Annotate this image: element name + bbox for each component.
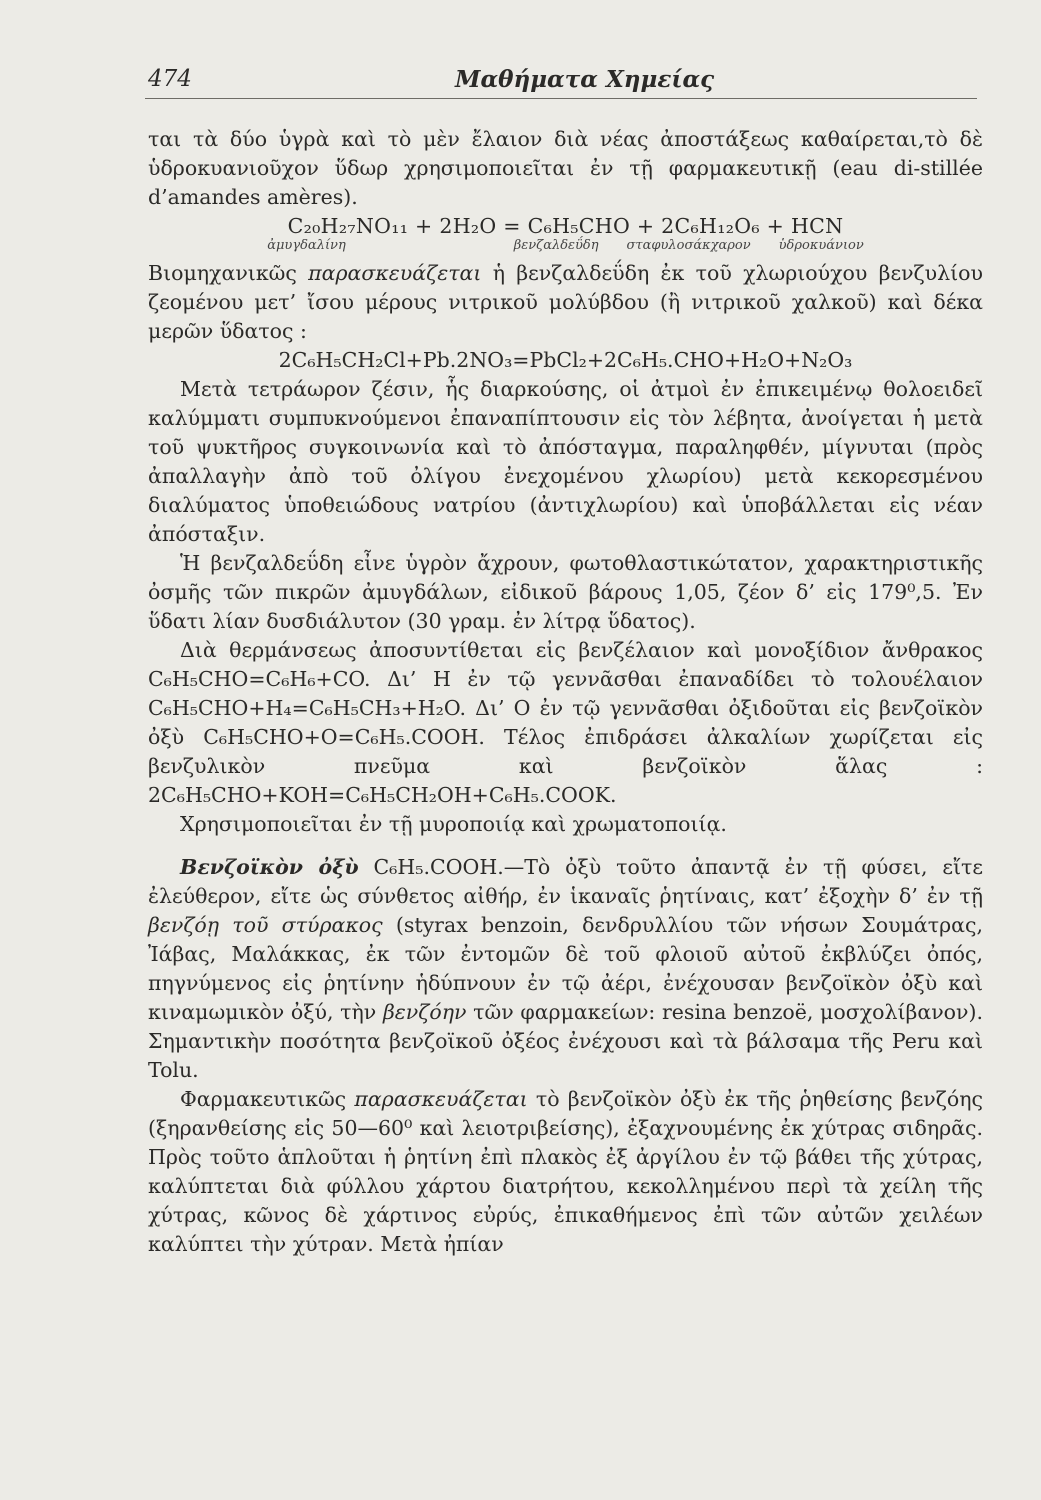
formula-captions [148,237,983,255]
p7-b: (styrax benzoin, δενδρυλλίου τῶν νήσων Σουμάτρας, Ἰάβας, Μαλάκκας, ἐκ τῶν ἐντομῶν δὲ τοῦ φλοιοῦ αὐτοῦ ἐκβλύζει ὀπός, πηγνύμενος εἰς ῥητίνην ἡδύπνουν ἐν τῷ ἀέρι, ἐνέχουσαν βενζοϊκὸν ὀξὺ καὶ κιναμωμικὸν ὀξύ, τὴν [148,913,983,1024]
caption-hydrocyanic: ὑδροκυάνιον [778,238,864,253]
paragraph-2 [148,259,983,346]
paragraph-4: Ἡ βενζαλδεΰδη εἶνε ὑγρὸν ἄχρουν, φωτοθλαστικώτατον, χαρακτηριστικῆς ὀσμῆς τῶν πικρῶν ἀμυγδάλων, εἰδικοῦ βάρους 1,05, ζέον δ’ εἰς 179⁰,5. Ἐν ὕδατι λίαν δυσδιάλυτον (30 γραμ. ἐν λίτρᾳ ὕδατος). [148,551,983,633]
p7-italic-2: βενζόην [382,1000,467,1024]
paragraph-3: Μετὰ τετράωρον ζέσιν, ἧς διαρκούσης, οἱ ἀτμοὶ ἐν ἐπικειμένῳ θολοειδεῖ καλύμματι συμπυκνούμενοι ἐπαναπίπτουσιν εἰς τὸν λέβητα, ἀνοίγεται ἡ μετὰ τοῦ ψυκτῆρος συγκοινωνία καὶ τὸ ἀπόσταγμα, παραληφθέν, μίγνυται (πρὸς ἀπαλλαγὴν ἀπὸ τοῦ ὀλίγου ἐνεχομένου χλωρίου) μετὰ κεκορεσμένου διαλύματος ὑποθειώδους νατρίου (ἀντιχλωρίου) καὶ ὑποβάλλεται εἰς νέαν ἀπόσταξιν. [148,377,983,546]
section-gap [148,839,983,853]
paragraph-6: Χρησιμοποιεῖται ἐν τῇ μυροποιίᾳ καὶ χρωματοποιίᾳ. [180,812,727,836]
p8-lead: Φαρμακευτικῶς [180,1087,347,1111]
p7-a: C₆H₅.COOH.—Τὸ ὀξὺ τοῦτο ἀπαντᾷ ἐν τῇ φύσει, εἴτε ἐλεύθερον, εἴτε ὡς σύνθετος αἰθήρ, ἐν ἱκαναῖς ῥητίναις, κατ’ ἐξοχὴν δ’ ἐν τῇ [148,855,983,908]
caption-amygdalin: ἀμυγδαλίνη [267,238,346,253]
formula-amygdalin: C₂₀H₂₇NO₁₁ + 2H₂O = C₆H₅CHO + 2C₆H₁₂O₆ + HCN [287,214,844,238]
paragraph-1: ται τὰ δύο ὑγρὰ καὶ τὸ μὲν ἔλαιον διὰ νέας ἀποστάξεως καθαίρεται,τὸ δὲ ὑδροκυανιοῦχον ὕδωρ χρησιμοποιεῖται ἐν τῇ φαρμακευτικῇ (eau di-stillée d’amandes amères). [148,127,983,209]
p7-italic-1: βενζόῃ τοῦ στύρακος [148,913,383,937]
p7-c: τῶν φαρμακείων: resina benzoë, μοσχολίβανον). Σημαντικὴν ποσότητα βενζοϊκοῦ ὀξέος ἐνέχουσι καὶ τὰ βάλσαμα τῆς Peru καὶ Tolu. [148,1000,983,1082]
p8-italic: παρασκευάζεται [354,1087,528,1111]
page-body [148,125,983,1259]
p2-rest: ἡ βενζαλδεΰδη ἐκ τοῦ χλωριούχου βενζυλίου ζεομένου μετ’ ἴσου μέρους νιτρικοῦ μολύβδου (ἢ νιτρικοῦ χαλκοῦ) καὶ δέκα μερῶν ὕδατος : [148,261,983,343]
section-heading-benzoic-acid: Βενζοϊκὸν ὀξὺ [180,855,359,879]
formula-lead-nitrate: 2C₆H₅CH₂Cl+Pb.2NO₃=PbCl₂+2C₆H₅.CHO+H₂O+N₂O₃ [278,348,853,372]
p2-italic: παρασκευάζεται [308,261,482,285]
caption-benzaldehyde: βενζαλδεΰδη [513,238,599,253]
page-number: 474 [148,66,192,92]
p8-rest: τὸ βενζοϊκὸν ὀξὺ ἐκ τῆς ῥηθείσης βενζόης (ξηρανθείσης εἰς 50—60⁰ καὶ λειοτριβείσης), ἐξαχνουμένης ἐκ χύτρας σιδηρᾶς. Πρὸς τοῦτο ἁπλοῦται ἡ ῥητίνη ἐπὶ πλακὸς ἐξ ἀργίλου ἐν τῷ βάθει τῆς χύτρας, καλύπτεται διὰ φύλλου χάρτου διατρήτου, κεκολλημένου περὶ τὰ χείλη τῆς χύτρας, κῶνος δὲ χάρτινος εὐρύς, ἐπικαθήμενος ἐπὶ τῶν αὐτῶν χειλέων καλύπτει τὴν χύτραν. Μετὰ ἠπίαν [148,1087,983,1256]
caption-glucose: σταφυλοσάκχαρον [626,238,751,253]
paragraph-7 [148,853,983,1085]
p2-lead: Βιομηχανικῶς [148,261,297,285]
paragraph-5: Διὰ θερμάνσεως ἀποσυντίθεται εἰς βενζέλαιον καὶ μονοξίδιον ἄνθρακος C₆H₅CHO=C₆H₆+CO. Δι’ Η ἐν τῷ γεννᾶσθαι ἐπαναδίδει τὸ τολουέλαιον C₆H₅CHO+H₄=C₆H₅CH₃+H₂O. Δι’ Ο ἐν τῷ γεννᾶσθαι ὀξιδοῦται εἰς βενζοϊκὸν ὀξὺ C₆H₅CHO+O=C₆H₅.COOH. Τέλος ἐπιδράσει ἀλκαλίων χωρίζεται εἰς βενζυλικὸν πνεῦμα καὶ βενζοϊκὸν ἅλας : 2C₆H₅CHO+KOH=C₆H₅CH₂OH+C₆H₅.COOK. [148,638,983,807]
running-title: Μαθήματα Χημείας [455,66,715,93]
paragraph-8 [148,1085,983,1259]
header-rule [145,98,977,99]
